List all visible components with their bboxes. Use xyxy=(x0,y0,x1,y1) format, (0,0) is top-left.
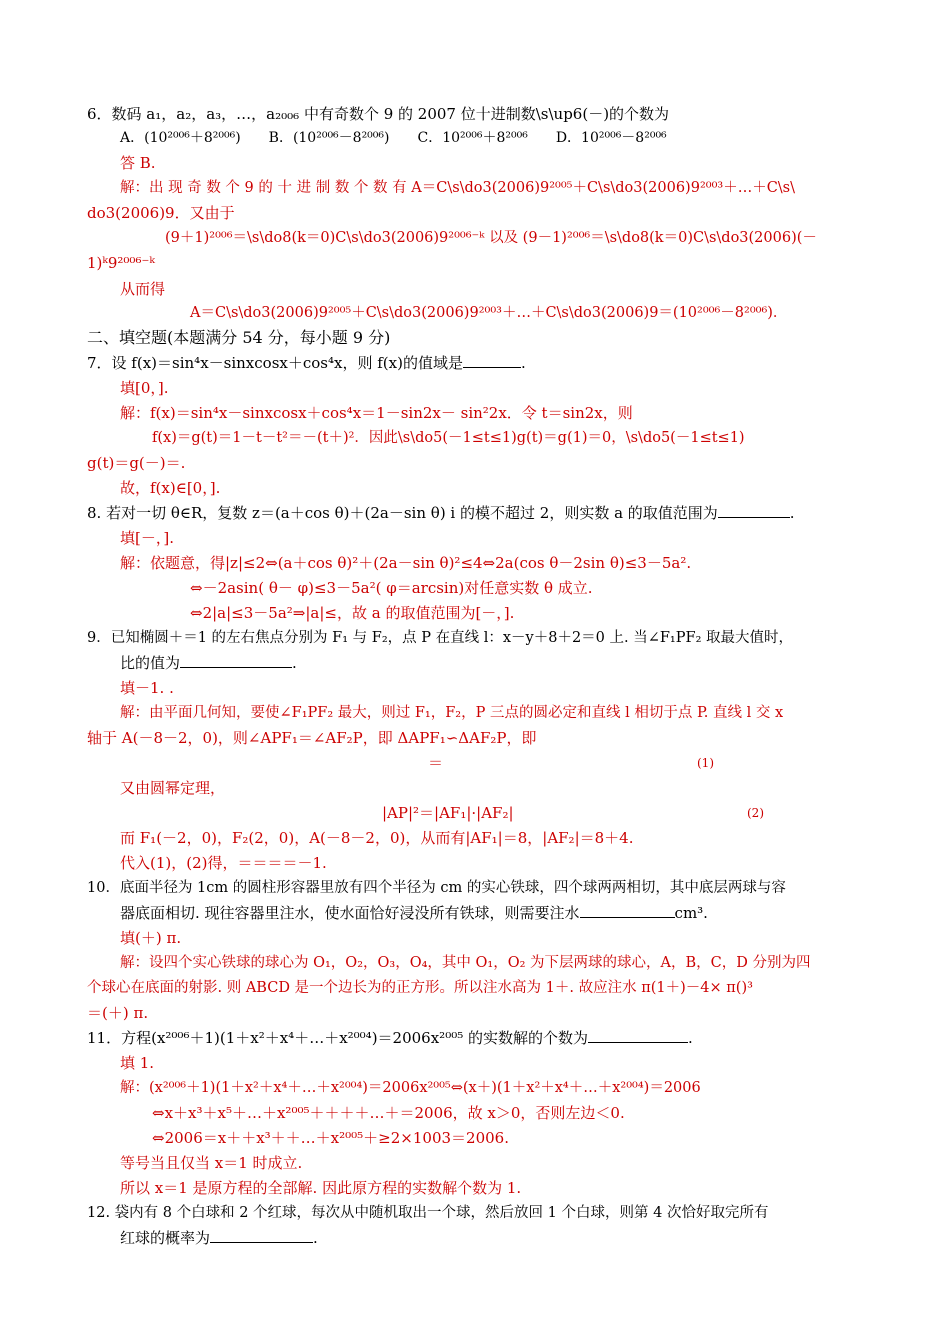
q10-solution-line: ＝(＋) π. xyxy=(87,1004,149,1022)
q6-options: A．(10²⁰⁰⁶＋8²⁰⁰⁶) B．(10²⁰⁰⁶－8²⁰⁰⁶) C．10²⁰⁰⁶＋8²⁰⁰⁶ D．10²⁰⁰⁶－8²⁰⁰⁶ xyxy=(120,130,667,146)
q10-answer: 填(＋) π. xyxy=(120,929,182,947)
q7-answer: 填[0，]. xyxy=(120,379,169,397)
q6-solution-line: 解：出 现 奇 数 个 9 的 十 进 制 数 个 数 有 A＝C\s\do3(2006)9²⁰⁰⁵＋C\s\do3(2006)9²⁰⁰³＋…＋C\s\ xyxy=(120,180,795,196)
q12-stem-cont: 红球的概率为 . xyxy=(120,1229,318,1247)
q8-solution-line: ⇔2|a|≤3－5a²⇒|a|≤，故 a 的取值范围为[－，]. xyxy=(190,604,515,622)
q8-stem: 8. 若对一切 θ∈R，复数 z＝(a＋cos θ)＋(2a－sin θ) i 的模不超过 2，则实数 a 的取值范围为 . xyxy=(87,504,795,522)
q6-answer: 答 B. xyxy=(120,154,156,172)
q9-solution-line: 轴于 A(－8－2，0)，则∠APF₁＝∠AF₂P，即 ΔAPF₁∽ΔAF₂P，即 xyxy=(87,729,537,747)
q7-solution-line: 故，f(x)∈[0，]. xyxy=(120,479,221,497)
equation-number-1: (1) xyxy=(697,756,714,770)
q9-stem: 9．已知椭圆＋＝1 的左右焦点分别为 F₁ 与 F₂，点 P 在直线 l：x－y＋8＋2＝0 上. 当∠F₁PF₂ 取最大值时， xyxy=(87,630,793,646)
q6-solution-line: 1)ᵏ9²⁰⁰⁶⁻ᵏ xyxy=(87,254,155,272)
q11-solution-line: 等号当且仅当 x＝1 时成立. xyxy=(120,1154,303,1172)
q7-stem: 7．设 f(x)＝sin⁴x－sinxcosx＋cos⁴x，则 f(x)的值域是 . xyxy=(87,354,526,372)
q8-solution-line: ⇔－2asin( θ－ φ)≤3－5a²( φ＝arcsin)对任意实数 θ 成立. xyxy=(190,579,593,597)
q12-stem: 12. 袋内有 8 个白球和 2 个红球，每次从中随机取出一个球，然后放回 1 个白球，则第 4 次恰好取完所有 xyxy=(87,1205,769,1221)
q8-solution-line: 解：依题意，得|z|≤2⇔(a＋cos θ)²＋(2a－sin θ)²≤4⇔2a(cos θ－2sin θ)≤3－5a². xyxy=(120,554,692,572)
q7-solution-line: 解：f(x)＝sin⁴x－sinxcosx＋cos⁴x＝1－sin2x－ sin²2x．令 t＝sin2x，则 xyxy=(120,404,633,422)
q10-stem: 10．底面半径为 1cm 的圆柱形容器里放有四个半径为 cm 的实心铁球，四个球两两相切，其中底层两球与容 xyxy=(87,880,786,896)
q6-solution-line: A＝C\s\do3(2006)9²⁰⁰⁵＋C\s\do3(2006)9²⁰⁰³＋…＋C\s\do3(2006)9＝(10²⁰⁰⁶－8²⁰⁰⁶)． xyxy=(190,305,788,321)
q9-solution-line: 而 F₁(－2，0)，F₂(2，0)，A(－8－2，0)，从而有|AF₁|＝8，|AF₂|＝8＋4. xyxy=(120,829,634,847)
section-heading: 二、填空题(本题满分 54 分，每小题 9 分) xyxy=(87,328,391,347)
q11-answer: 填 1. xyxy=(120,1054,155,1072)
q9-solution-line: 又由圆幂定理， xyxy=(120,779,226,797)
q7-solution-line: g(t)＝g(－)＝. xyxy=(87,454,186,472)
q11-solution-line: 解：(x²⁰⁰⁶＋1)(1＋x²＋x⁴＋…＋x²⁰⁰⁴)＝2006x²⁰⁰⁵⇔(x＋)(1＋x²＋x⁴＋…＋x²⁰⁰⁴)＝2006 xyxy=(120,1080,701,1096)
q8-answer: 填[－，]. xyxy=(120,529,174,547)
q9-answer: 填－1. . xyxy=(120,679,174,697)
q9-solution-line: 解：由平面几何知，要使∠F₁PF₂ 最大，则过 F₁，F₂，P 三点的圆必定和直线 l 相切于点 P. 直线 l 交 x xyxy=(120,705,784,721)
q11-solution-line: 所以 x＝1 是原方程的全部解. 因此原方程的实数解个数为 1. xyxy=(120,1179,522,1197)
q10-stem-cont: 器底面相切. 现往容器里注水，使水面恰好浸没所有铁球，则需要注水 cm³. xyxy=(120,904,708,922)
q10-solution-line: 解：设四个实心铁球的球心为 O₁，O₂，O₃，O₄，其中 O₁，O₂ 为下层两球的球心，A，B，C，D 分别为四 xyxy=(120,955,811,971)
q9-equation-2: |AP|²＝|AF₁|·|AF₂| xyxy=(382,804,514,822)
q11-solution-line: ⇔x＋x³＋x⁵＋…＋x²⁰⁰⁵＋＋＋＋…＋＝2006，故 x＞0，否则左边＜0. xyxy=(152,1104,625,1122)
q11-solution-line: ⇔2006＝x＋＋x³＋＋…＋x²⁰⁰⁵＋≥2×1003＝2006. xyxy=(152,1129,509,1147)
q9-solution-line: 代入(1)，(2)得，＝＝＝＝－1. xyxy=(120,854,327,872)
q6-solution-line: 从而得 xyxy=(120,280,166,298)
q7-solution-line: f(x)＝g(t)＝1－t－t²＝－(t＋)²．因此\s\do5(－1≤t≤1)g(t)＝g(1)＝0，\s\do5(－1≤t≤1) xyxy=(152,430,745,446)
q6-solution-line: (9＋1)²⁰⁰⁶＝\s\do8(k＝0)C\s\do3(2006)9²⁰⁰⁶⁻ᵏ 以及 (9－1)²⁰⁰⁶＝\s\do8(k＝0)C\s\do3(2006)(－ xyxy=(165,230,817,246)
q6-stem: 6．数码 a₁，a₂，a₃，…，a₂₀₀₆ 中有奇数个 9 的 2007 位十进制数\s\up6(－)的个数为 xyxy=(87,105,670,123)
q6-solution-line: do3(2006)9．又由于 xyxy=(87,204,235,222)
q9-stem-cont: 比的值为 . xyxy=(120,654,297,672)
q9-equation-1: ＝ xyxy=(428,754,444,772)
q11-stem: 11．方程(x²⁰⁰⁶＋1)(1＋x²＋x⁴＋…＋x²⁰⁰⁴)＝2006x²⁰⁰⁵ 的实数解的个数为 . xyxy=(87,1029,693,1047)
q10-solution-line: 个球心在底面的射影. 则 ABCD 是一个边长为的正方形。所以注水高为 1＋. 故应注水 π(1＋)－4× π()³ xyxy=(87,980,753,996)
equation-number-2: (2) xyxy=(747,806,764,820)
